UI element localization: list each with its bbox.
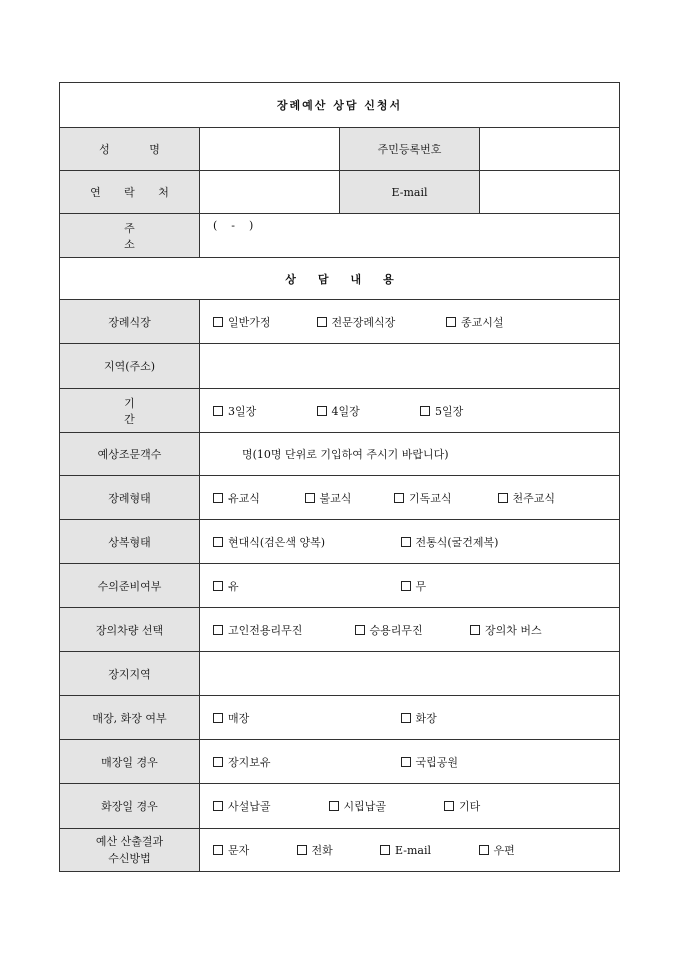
email-field[interactable] [480,171,620,214]
period-option-4day[interactable] [317,403,417,419]
guests-row [60,433,620,476]
checkbox-icon [394,493,404,503]
method-row [60,696,620,740]
checkbox-icon [446,317,456,327]
option-label: 3일장 [228,404,257,418]
receive-row [60,829,620,872]
option-label: 기독교식 [409,491,452,505]
period-options [200,389,620,433]
region-row [60,344,620,389]
burial-option-own-site[interactable] [213,754,397,770]
checkbox-icon [213,493,223,503]
section-row [60,258,620,300]
option-label: 화장 [415,711,437,725]
contact-field[interactable] [200,171,340,214]
period-label: 기 간 [60,389,200,433]
checkbox-icon [213,625,223,635]
guests-instruction: 명(10명 단위로 기입하여 주시기 바랍니다) [242,448,449,461]
burial-label: 매장일 경우 [60,740,200,784]
style-option-catholic[interactable] [498,490,556,506]
region-field[interactable] [200,344,620,389]
name-row [60,128,620,171]
address-field[interactable] [200,214,620,258]
option-label: 전문장례식장 [331,315,396,329]
shroud-option-no[interactable] [401,578,427,594]
venue-label: 장례식장 [60,300,200,344]
checkbox-icon [401,537,411,547]
method-label: 매장, 화장 여부 [60,696,200,740]
option-label: 전화 [311,844,333,857]
attire-option-traditional[interactable] [401,534,499,550]
period-option-5day[interactable] [420,403,463,419]
checkbox-icon [401,757,411,767]
venue-options [200,300,620,344]
option-label: 시립납골 [343,800,387,813]
contact-label: 연 락 처 [60,171,200,214]
cremation-option-municipal[interactable] [329,798,441,814]
venue-option-religious[interactable] [446,314,504,330]
burial-region-label: 장지지역 [60,652,200,696]
checkbox-icon [498,493,508,503]
application-form [59,82,620,872]
checkbox-icon [329,801,339,811]
option-label: 매장 [228,711,250,725]
receive-label-line2: 수신방법 [108,852,151,865]
title-row [60,83,620,128]
option-label: 천주교식 [512,491,556,505]
checkbox-icon [317,406,327,416]
cremation-label: 화장일 경우 [60,784,200,829]
address-row [60,214,620,258]
receive-option-sms[interactable] [213,842,293,858]
cremation-option-private[interactable] [213,798,325,814]
style-option-buddhist[interactable] [305,490,391,506]
vehicle-option-bus[interactable] [470,622,542,638]
option-label: 무 [415,579,427,593]
receive-option-phone[interactable] [297,842,377,858]
option-label: 4일장 [331,404,360,418]
receive-options [200,829,620,872]
receive-option-email[interactable] [380,844,475,857]
option-label: 기타 [459,800,481,813]
period-row [60,389,620,433]
receive-option-mail[interactable] [479,842,515,858]
option-label: 장의차 버스 [485,623,542,637]
section-header: 상담내용 [60,258,620,300]
guests-field[interactable] [200,433,620,476]
shroud-options [200,564,620,608]
checkbox-icon [213,581,223,591]
checkbox-icon [317,317,327,327]
email-label: E-mail [340,171,480,214]
checkbox-icon [305,493,315,503]
option-label: 일반가정 [228,315,271,329]
attire-row [60,520,620,564]
burial-options [200,740,620,784]
style-options [200,476,620,520]
venue-row [60,300,620,344]
venue-option-home[interactable] [213,314,313,330]
option-label: 우편 [493,844,515,857]
attire-label: 상복형태 [60,520,200,564]
checkbox-icon [444,801,454,811]
checkbox-icon [213,537,223,547]
venue-option-funeral-hall[interactable] [317,314,443,330]
checkbox-icon [420,406,430,416]
method-options [200,696,620,740]
checkbox-icon [213,317,223,327]
option-label: 국립공원 [415,755,459,769]
contact-row [60,171,620,214]
checkbox-icon [380,845,390,855]
checkbox-icon [470,625,480,635]
burial-option-national[interactable] [401,754,459,770]
rrn-label: 주민등록번호 [340,128,480,171]
receive-label [60,829,200,872]
option-label: 장지보유 [228,755,271,769]
region-label: 지역(주소) [60,344,200,389]
vehicle-label: 장의차량 선택 [60,608,200,652]
option-label: 불교식 [319,491,352,505]
burial-row [60,740,620,784]
checkbox-icon [213,757,223,767]
checkbox-icon [401,581,411,591]
cremation-options [200,784,620,829]
style-option-confucian[interactable] [213,490,301,506]
attire-options [200,520,620,564]
name-label: 성 명 [60,128,200,171]
attire-option-modern[interactable] [213,534,397,550]
option-label: 승용리무진 [369,623,423,637]
checkbox-icon [355,625,365,635]
method-option-burial[interactable] [213,710,397,726]
method-option-cremation[interactable] [401,710,437,726]
address-label: 주 소 [60,214,200,258]
vehicle-option-sedan-limo[interactable] [355,622,467,638]
option-label: E-mail [395,844,431,857]
checkbox-icon [213,713,223,723]
option-label: 유교식 [228,491,260,505]
option-label: 문자 [228,844,250,857]
cremation-option-other[interactable] [444,798,480,814]
period-option-3day[interactable] [213,403,313,419]
shroud-row [60,564,620,608]
option-label: 종교시설 [461,315,504,329]
guests-label: 예상조문객수 [60,433,200,476]
style-label: 장례형태 [60,476,200,520]
style-option-protestant[interactable] [394,490,494,506]
option-label: 현대식(검은색 양복) [228,535,326,549]
style-row [60,476,620,520]
option-label: 5일장 [435,404,464,418]
checkbox-icon [213,845,223,855]
burial-region-row [60,652,620,696]
rrn-field[interactable] [480,128,620,171]
vehicle-options [200,608,620,652]
burial-region-field[interactable] [200,652,620,696]
vehicle-row [60,608,620,652]
receive-label-line1: 예산 산출결과 [95,835,164,848]
form-title: 장례예산 상담 신청서 [60,83,620,128]
zip-code-format: ( - ) [213,219,254,232]
checkbox-icon [297,845,307,855]
option-label: 사설납골 [228,800,271,813]
checkbox-icon [213,406,223,416]
checkbox-icon [401,713,411,723]
checkbox-icon [479,845,489,855]
name-field[interactable] [200,128,340,171]
option-label: 고인전용리무진 [228,623,303,637]
shroud-option-yes[interactable] [213,578,397,594]
option-label: 유 [228,579,239,593]
shroud-label: 수의준비여부 [60,564,200,608]
vehicle-option-private-limo[interactable] [213,622,351,638]
option-label: 전통식(굴건제복) [415,535,499,549]
cremation-row [60,784,620,829]
checkbox-icon [213,801,223,811]
